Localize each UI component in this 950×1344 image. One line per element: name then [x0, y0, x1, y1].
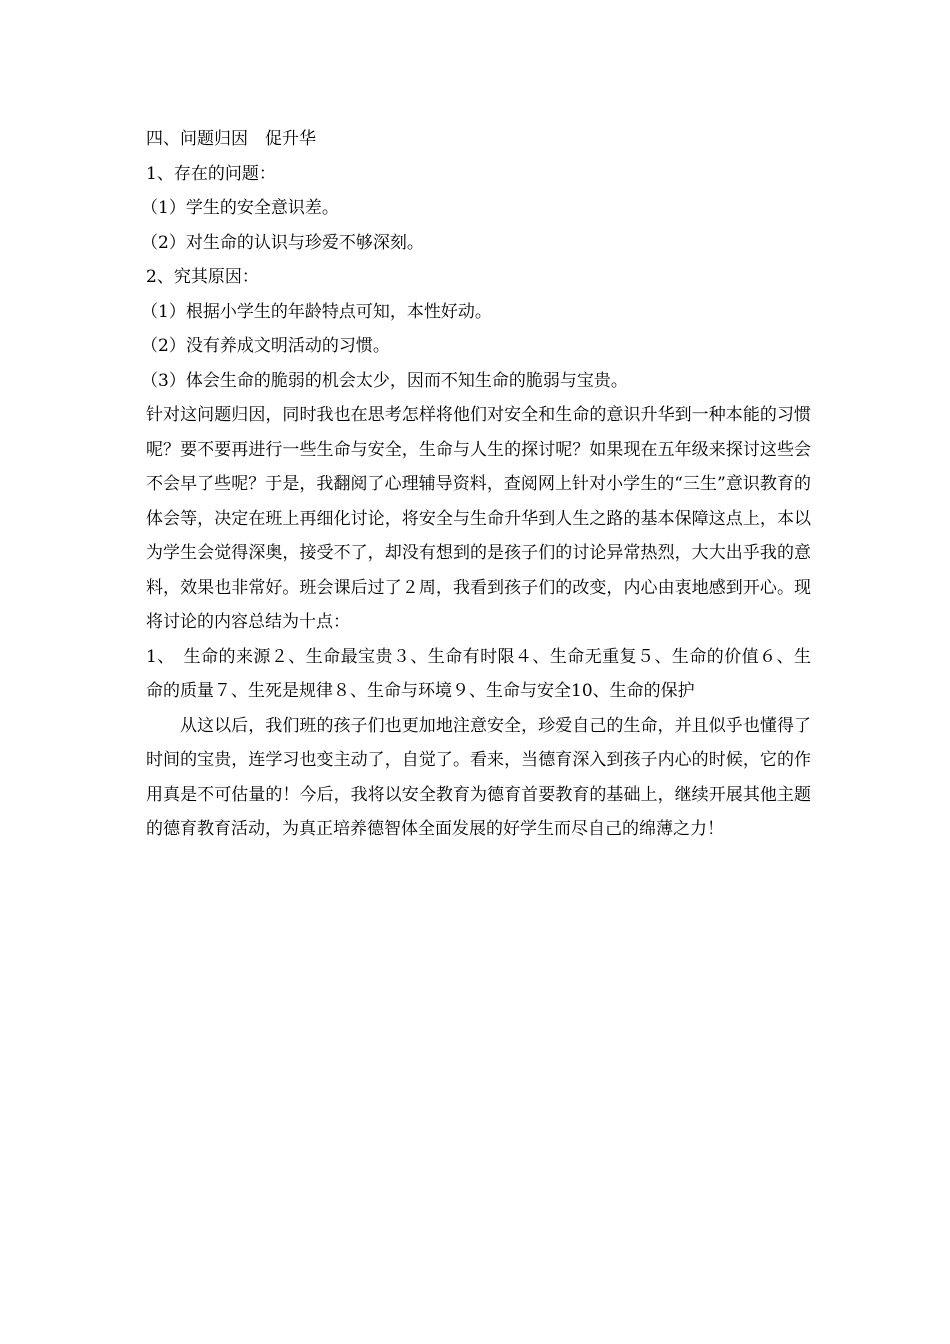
reflection-paragraph: 针对这问题归因，同时我也在思考怎样将他们对安全和生命的意识升华到一种本能的习惯呢？要不要再进行一些生命与安全，生命与人生的探讨呢？如果现在五年级来探讨这些会不会早了些呢？于是，我翻阅了心理辅导资料，查阅网上针对小学生的“三生”意识教育的体会等，决定在班上再细化讨论，将安全与生命升华到人生之路的基本保障这点上，本以为学生会觉得深奥，接受不了，却没有想到的是孩子们的讨论异常热烈，大大出乎我的意料，效果也非常好。班会课后过了２周，我看到孩子们的改变，内心由衷地感到开心。现将讨论的内容总结为十点： — [146, 405, 811, 632]
problem-item: （1）学生的安全意识差。 — [141, 198, 339, 218]
ten-points-list: 1、 生命的来源２、生命最宝贵３、生命有时限４、生命无重复５、生命的价值６、生命的质量７、生死是规律８、生命与环境９、生命与安全10、生命的保护 — [146, 646, 811, 701]
causes-heading: 2、究其原因： — [146, 267, 259, 287]
cause-item: （2）没有养成文明活动的习惯。 — [141, 336, 390, 356]
cause-item: （1）根据小学生的年龄特点可知，本性好动。 — [141, 301, 492, 322]
section-heading: 四、问题归因 促升华 — [146, 129, 316, 149]
problems-heading: 1、存在的问题： — [146, 163, 276, 184]
cause-item: （3）体会生命的脆弱的机会太少，因而不知生命的脆弱与宝贵。 — [141, 370, 628, 391]
problem-item: （2）对生命的认识与珍爱不够深刻。 — [141, 232, 424, 253]
document-body — [141, 122, 811, 847]
conclusion-paragraph: 从这以后，我们班的孩子们也更加地注意安全，珍爱自己的生命，并且似乎也懂得了时间的宝贵，连学习也变主动了，自觉了。看来，当德育深入到孩子内心的时候，它的作用真是不可估量的！今后，我将以安全教育为德育首要教育的基础上，继续开展其他主题的德育教育活动，为真正培养德智体全面发展的好学生而尽自己的绵薄之力！ — [146, 715, 811, 839]
